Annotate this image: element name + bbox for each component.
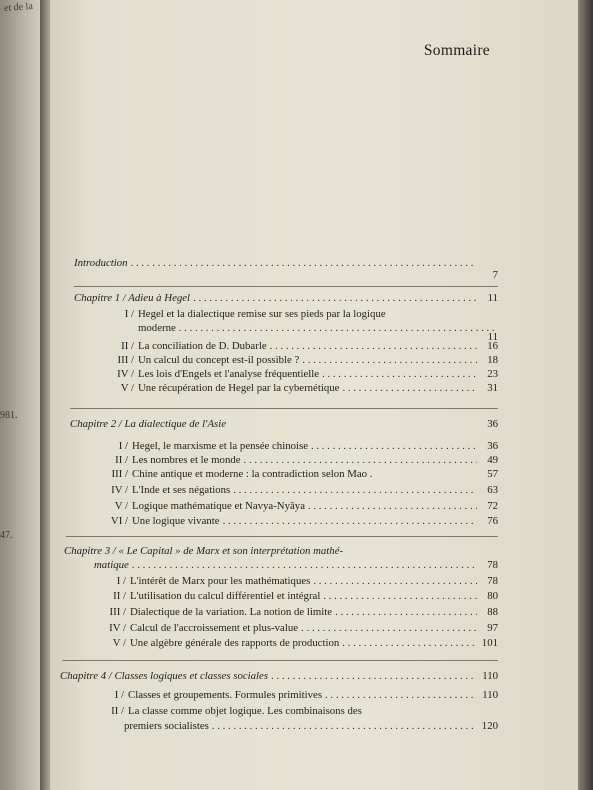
entry-title: Chine antique et moderne : la contradiction selon Mao .: [132, 468, 373, 480]
leader-dots: [179, 322, 495, 335]
entry-title: L'Inde et ses négations: [132, 484, 231, 496]
section-rule: [70, 408, 498, 409]
toc-entry: [70, 440, 498, 453]
toc-introduction: [74, 257, 496, 270]
entry-title: Dialectique de la variation. La notion de limite: [130, 606, 333, 618]
leader-dots: [308, 500, 477, 513]
entry-page: 72: [487, 500, 498, 512]
chapter-heading: [74, 292, 498, 305]
toc-entry: [70, 468, 498, 481]
entry-number: I /: [118, 440, 128, 452]
toc-entry-continued: [74, 322, 498, 335]
chapter-heading: [60, 670, 498, 683]
toc-entry: [70, 454, 498, 467]
entry-page: 76: [487, 515, 498, 527]
entry-page: 97: [487, 622, 498, 634]
toc-entry: [74, 354, 498, 367]
previous-page: [0, 0, 44, 790]
leader-dots: [233, 484, 477, 497]
entry-number: II /: [111, 705, 124, 717]
entry-number: V /: [120, 382, 134, 394]
introduction-label: Introduction: [74, 257, 128, 269]
toc-entry: [60, 705, 498, 718]
entry-page: 23: [487, 368, 498, 380]
toc-entry: [64, 622, 498, 635]
entry-page: 49: [487, 454, 498, 466]
chapter-heading: [70, 418, 498, 431]
leader-dots: [311, 440, 477, 453]
entry-page: 80: [487, 590, 498, 602]
toc-entry: [64, 590, 498, 603]
leader-dots: [223, 515, 477, 528]
entry-page: 36: [487, 440, 498, 452]
chapter-title: Chapitre 1 / Adieu à Hegel: [74, 292, 191, 304]
entry-title: Une récupération de Hegel par la cybernétique: [138, 382, 340, 394]
toc-entry: [74, 382, 498, 395]
entry-page: 78: [487, 575, 498, 587]
entry-number: III /: [109, 606, 126, 618]
entry-page: 31: [487, 382, 498, 394]
leader-dots: [212, 720, 477, 733]
entry-page: 88: [487, 606, 498, 618]
entry-title: Logique mathématique et Navya-Nyâya: [132, 500, 305, 512]
entry-page: 110: [482, 689, 498, 701]
chapter-page: 110: [482, 670, 498, 682]
entry-number: V /: [114, 500, 128, 512]
introduction-page: 7: [492, 269, 498, 281]
leader-dots: [301, 622, 477, 635]
entry-number: IV /: [109, 622, 126, 634]
section-rule: [74, 286, 498, 287]
chapter-page: 11: [487, 292, 498, 304]
toc-entry: [70, 515, 498, 528]
toc-entry: [64, 606, 498, 619]
entry-title: Hegel et la dialectique remise sur ses pieds par la logique: [138, 308, 386, 320]
entry-title: moderne: [138, 322, 176, 334]
prev-page-fragment: 47.: [0, 530, 13, 541]
entry-number: I /: [116, 575, 126, 587]
toc-entry: [70, 484, 498, 497]
contents-page: [50, 0, 578, 790]
leader-dots: [193, 292, 477, 305]
entry-title: Classes et groupements. Formules primitives: [128, 689, 323, 701]
toc-entry: [70, 500, 498, 513]
chapter-heading-continued: [64, 559, 498, 572]
leader-dots: [244, 454, 477, 467]
toc-entry: [74, 340, 498, 353]
entry-title: Une logique vivante: [132, 515, 220, 527]
entry-page: 120: [481, 720, 498, 732]
entry-number: I /: [124, 308, 134, 320]
toc-entry-continued: [60, 720, 498, 733]
entry-number: V /: [112, 637, 126, 649]
table-of-contents: [50, 0, 578, 790]
entry-title: Calcul de l'accroissement et plus-value: [130, 622, 299, 634]
entry-title: L'utilisation du calcul différentiel et intégral: [130, 590, 321, 602]
entry-number: IV /: [111, 484, 128, 496]
leader-dots: [270, 340, 477, 353]
chapter-title: Chapitre 4 / Classes logiques et classes sociales: [60, 670, 269, 682]
toc-entry: [74, 368, 498, 381]
entry-page: 11: [487, 331, 498, 343]
entry-title: Un calcul du concept est-il possible ?: [138, 354, 300, 366]
leader-dots: [335, 606, 477, 619]
leader-dots: [313, 575, 477, 588]
leader-dots: [271, 670, 477, 683]
chapter-title: Chapitre 2 / La dialectique de l'Asie: [70, 418, 227, 430]
section-rule: [66, 536, 498, 537]
toc-entry: [64, 575, 498, 588]
chapter-title: Chapitre 3 / « Le Capital » de Marx et son interprétation mathé-: [64, 545, 344, 557]
entry-title: premiers socialistes: [124, 720, 209, 732]
entry-number: II /: [115, 454, 128, 466]
entry-title: L'intérêt de Marx pour les mathématiques: [130, 575, 311, 587]
book-edge: [576, 0, 593, 790]
chapter-heading: [64, 545, 498, 558]
entry-number: II /: [121, 340, 134, 352]
chapter-page: 36: [487, 418, 498, 430]
toc-entry: [74, 308, 498, 321]
entry-title: La classe comme objet logique. Les combinaisons des: [128, 705, 362, 717]
chapter-page: 78: [487, 559, 498, 571]
toc-entry: [60, 689, 498, 702]
entry-page: 63: [487, 484, 498, 496]
entry-title: Une algèbre générale des rapports de production: [130, 637, 340, 649]
entry-page: 18: [487, 354, 498, 366]
entry-page: 16: [487, 340, 498, 352]
leader-dots: [323, 590, 477, 603]
leader-dots: [342, 382, 477, 395]
entry-title: La conciliation de D. Dubarle: [138, 340, 267, 352]
leader-dots: [132, 559, 477, 572]
prev-page-fragment: 981.: [0, 410, 18, 421]
leader-dots: [342, 637, 477, 650]
entry-page: 57: [487, 468, 498, 480]
prev-page-fragment: et de la: [3, 1, 34, 14]
entry-title: Hegel, le marxisme et la pensée chinoise: [132, 440, 308, 452]
leader-dots: [325, 689, 477, 702]
entry-number: III /: [117, 354, 134, 366]
entry-number: VI /: [110, 515, 128, 527]
chapter-title: matique: [94, 559, 129, 571]
leader-dots: [131, 257, 473, 270]
leader-dots: [302, 354, 477, 367]
section-rule: [62, 660, 498, 661]
entry-number: IV /: [117, 368, 134, 380]
entry-number: II /: [113, 590, 126, 602]
entry-number: III /: [111, 468, 128, 480]
entry-title: Les nombres et le monde: [132, 454, 241, 466]
toc-entry: [64, 637, 498, 650]
leader-dots: [322, 368, 477, 381]
entry-number: I /: [114, 689, 124, 701]
entry-page: 101: [481, 637, 498, 649]
entry-title: Les lois d'Engels et l'analyse fréquentielle: [138, 368, 320, 380]
page-title: Sommaire: [423, 42, 490, 59]
